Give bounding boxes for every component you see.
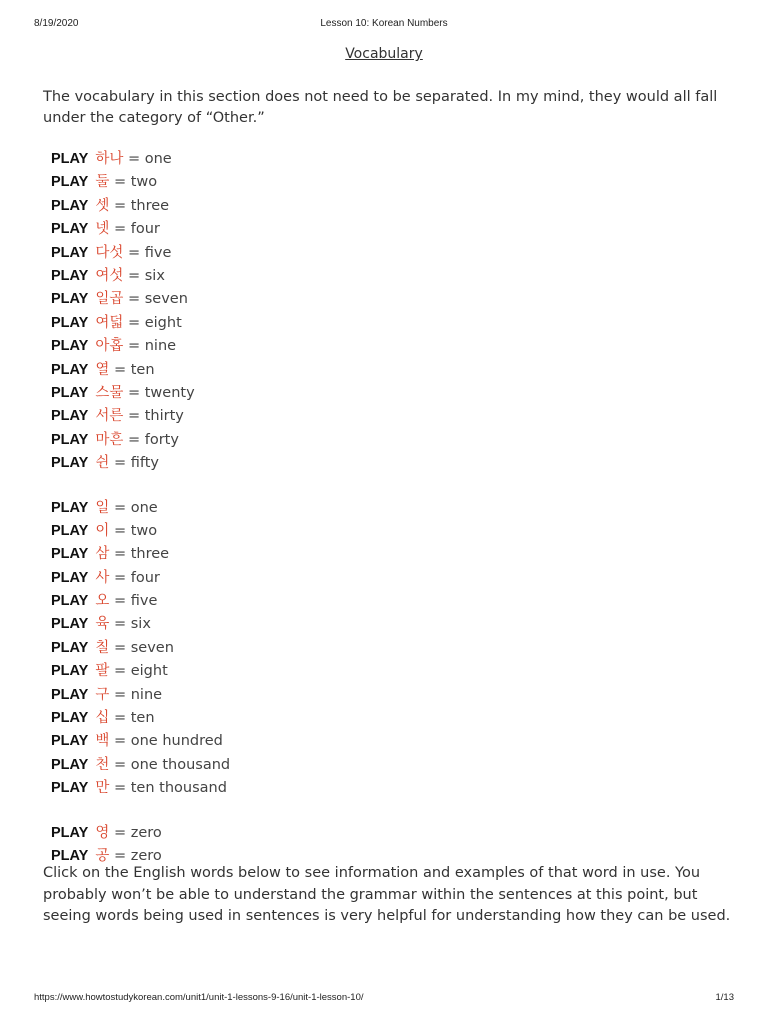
play-audio-button[interactable]: PLAY — [51, 847, 89, 864]
play-audio-button[interactable]: PLAY — [51, 824, 89, 841]
korean-word: 칠 — [95, 639, 110, 656]
play-audio-button[interactable]: PLAY — [51, 174, 89, 191]
korean-word: 서른 — [95, 408, 124, 425]
english-meaning: twenty — [144, 384, 195, 401]
english-meaning: two — [130, 174, 158, 191]
korean-word: 만 — [95, 780, 110, 797]
print-footer-page-number: 1/13 — [715, 992, 734, 1003]
equals-sign: = — [113, 499, 127, 516]
play-audio-button[interactable]: PLAY — [51, 710, 89, 727]
equals-sign: = — [113, 546, 127, 563]
equals-sign: = — [113, 221, 127, 238]
korean-word: 열 — [95, 361, 110, 378]
english-meaning: three — [130, 197, 170, 214]
equals-sign: = — [127, 267, 141, 284]
play-audio-button[interactable]: PLAY — [51, 499, 89, 516]
play-audio-button[interactable]: PLAY — [51, 756, 89, 773]
print-header-date: 8/19/2020 — [34, 18, 79, 29]
equals-sign: = — [113, 455, 127, 472]
play-audio-button[interactable]: PLAY — [51, 593, 89, 610]
korean-word: 오 — [95, 593, 110, 610]
english-meaning: one thousand — [130, 756, 231, 773]
vocab-row — [51, 195, 195, 218]
english-meaning: six — [130, 616, 151, 633]
equals-sign: = — [113, 847, 127, 864]
equals-sign: = — [113, 174, 127, 191]
korean-word: 구 — [95, 686, 110, 703]
vocab-row — [51, 405, 195, 428]
korean-word: 아홉 — [95, 338, 124, 355]
korean-word: 스물 — [95, 384, 124, 401]
equals-sign: = — [113, 616, 127, 633]
play-audio-button[interactable]: PLAY — [51, 733, 89, 750]
vocab-row — [51, 429, 195, 452]
korean-word: 여덟 — [95, 314, 124, 331]
section-heading: Vocabulary — [345, 46, 423, 62]
equals-sign: = — [127, 151, 141, 167]
english-meaning: six — [144, 267, 165, 284]
korean-word: 쉰 — [95, 455, 110, 472]
print-footer-url: https://www.howtostudykorean.com/unit1/unit-1-lessons-9-16/unit-1-lesson-10/ — [34, 992, 364, 1003]
vocab-list-sino — [51, 497, 230, 801]
equals-sign: = — [113, 824, 127, 841]
play-audio-button[interactable]: PLAY — [51, 780, 89, 797]
play-audio-button[interactable]: PLAY — [51, 291, 89, 308]
vocab-row — [51, 312, 195, 335]
vocab-row — [51, 707, 230, 730]
english-meaning: two — [130, 522, 158, 539]
play-audio-button[interactable]: PLAY — [51, 338, 89, 355]
play-audio-button[interactable]: PLAY — [51, 639, 89, 656]
english-meaning: seven — [144, 291, 188, 308]
vocab-row — [51, 335, 195, 358]
intro-paragraph: The vocabulary in this section does not need to be separated. In my mind, they would all fall under the category of “Other.” — [43, 89, 718, 126]
play-audio-button[interactable]: PLAY — [51, 361, 89, 378]
english-meaning: one hundred — [130, 733, 223, 750]
play-audio-button[interactable]: PLAY — [51, 663, 89, 680]
equals-sign: = — [127, 291, 141, 308]
korean-word: 사 — [95, 569, 110, 586]
vocab-row — [51, 288, 195, 311]
korean-word: 팔 — [95, 663, 110, 680]
english-meaning: four — [130, 221, 160, 238]
play-audio-button[interactable]: PLAY — [51, 244, 89, 261]
vocab-row — [51, 171, 195, 194]
equals-sign: = — [113, 569, 127, 586]
equals-sign: = — [113, 522, 127, 539]
equals-sign: = — [127, 384, 141, 401]
play-audio-button[interactable]: PLAY — [51, 455, 89, 472]
vocab-row — [51, 684, 230, 707]
korean-word: 둘 — [95, 174, 110, 191]
english-meaning: nine — [130, 686, 163, 703]
vocab-row — [51, 543, 230, 566]
korean-word: 육 — [95, 616, 110, 633]
korean-word: 넷 — [95, 221, 110, 238]
korean-word: 이 — [95, 522, 110, 539]
english-meaning: zero — [130, 847, 162, 864]
play-audio-button[interactable]: PLAY — [51, 221, 89, 238]
korean-word: 공 — [95, 847, 110, 864]
equals-sign: = — [113, 663, 127, 680]
vocab-row — [51, 265, 195, 288]
vocab-row — [51, 567, 230, 590]
english-meaning: nine — [144, 338, 177, 355]
english-meaning: three — [130, 546, 170, 563]
vocab-row — [51, 218, 195, 241]
korean-word: 삼 — [95, 546, 110, 563]
korean-word: 일곱 — [95, 291, 124, 308]
english-meaning: seven — [130, 639, 174, 656]
play-audio-button[interactable]: PLAY — [51, 546, 89, 563]
english-meaning: fifty — [130, 455, 159, 472]
vocab-row — [51, 730, 230, 753]
vocab-row — [51, 359, 195, 382]
vocab-row — [51, 452, 195, 475]
play-audio-button[interactable]: PLAY — [51, 197, 89, 214]
vocab-row — [51, 520, 230, 543]
equals-sign: = — [127, 408, 141, 425]
play-audio-button[interactable]: PLAY — [51, 151, 89, 167]
korean-word: 일 — [95, 499, 110, 516]
korean-word: 셋 — [95, 197, 110, 214]
english-meaning: thirty — [144, 408, 184, 425]
vocab-row — [51, 637, 230, 660]
equals-sign: = — [113, 733, 127, 750]
play-audio-button[interactable]: PLAY — [51, 408, 89, 425]
vocab-row — [51, 382, 195, 405]
equals-sign: = — [113, 593, 127, 610]
korean-word: 마흔 — [95, 431, 124, 448]
equals-sign: = — [113, 686, 127, 703]
english-meaning: ten — [130, 361, 155, 378]
vocab-row — [51, 148, 195, 171]
equals-sign: = — [127, 244, 141, 261]
korean-word: 백 — [95, 733, 110, 750]
vocab-row — [51, 822, 162, 845]
play-audio-button[interactable]: PLAY — [51, 686, 89, 703]
english-meaning: four — [130, 569, 160, 586]
korean-word: 십 — [95, 710, 110, 727]
english-meaning: five — [130, 593, 158, 610]
english-meaning: zero — [130, 824, 162, 841]
equals-sign: = — [127, 314, 141, 331]
equals-sign: = — [113, 639, 127, 656]
english-meaning: ten — [130, 710, 155, 727]
play-audio-button[interactable]: PLAY — [51, 384, 89, 401]
vocab-row — [51, 754, 230, 777]
play-audio-button[interactable]: PLAY — [51, 267, 89, 284]
print-header-title: Lesson 10: Korean Numbers — [320, 18, 448, 29]
english-meaning: one — [144, 151, 172, 167]
vocab-row — [51, 660, 230, 683]
play-audio-button[interactable]: PLAY — [51, 522, 89, 539]
vocab-row — [51, 590, 230, 613]
vocab-list-native — [51, 148, 195, 475]
equals-sign: = — [113, 361, 127, 378]
vocab-row — [51, 242, 195, 265]
play-audio-button[interactable]: PLAY — [51, 431, 89, 448]
korean-word: 여섯 — [95, 267, 124, 284]
english-meaning: five — [144, 244, 172, 261]
korean-word: 천 — [95, 756, 110, 773]
vocab-row — [51, 613, 230, 636]
english-meaning: one — [130, 499, 158, 516]
equals-sign: = — [113, 780, 127, 797]
equals-sign: = — [127, 431, 141, 448]
korean-word: 하나 — [95, 151, 124, 167]
play-audio-button[interactable]: PLAY — [51, 314, 89, 331]
equals-sign: = — [127, 338, 141, 355]
equals-sign: = — [113, 197, 127, 214]
outro-paragraph: Click on the English words below to see information and examples of that word in use. You probably won’t be able to understand the grammar within the sentences at this point, but seeing words being used in sentences is very helpful for understanding how they can be used. — [43, 865, 731, 924]
english-meaning: ten thousand — [130, 780, 227, 797]
korean-word: 다섯 — [95, 244, 124, 261]
play-audio-button[interactable]: PLAY — [51, 569, 89, 586]
vocab-row — [51, 777, 230, 800]
vocab-row — [51, 497, 230, 520]
english-meaning: eight — [130, 663, 168, 680]
equals-sign: = — [113, 756, 127, 773]
play-audio-button[interactable]: PLAY — [51, 616, 89, 633]
english-meaning: forty — [144, 431, 179, 448]
equals-sign: = — [113, 710, 127, 727]
english-meaning: eight — [144, 314, 182, 331]
korean-word: 영 — [95, 824, 110, 841]
vocab-list-zero — [51, 822, 162, 869]
